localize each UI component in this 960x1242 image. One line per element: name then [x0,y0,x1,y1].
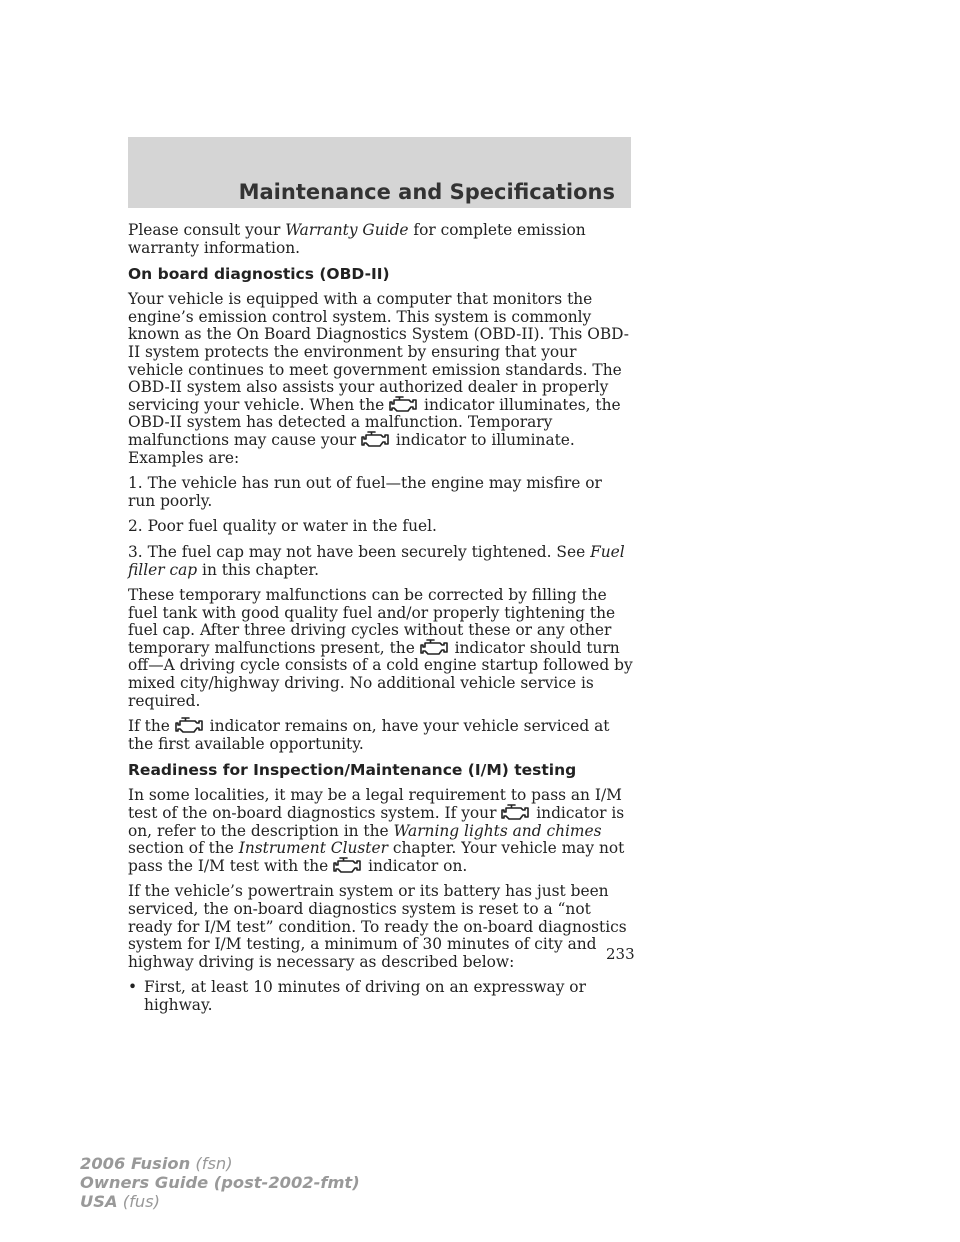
section-title: Maintenance and Specifications [238,180,615,204]
reset-paragraph: If the vehicle’s powertrain system or its battery has just been serviced, the on-board diagnostics system is reset to a “not ready for I/M test” condition. To ready the on-board diagnostics system for I/M testing, a minimum of 30 minutes of city and highway driving is necessary as described below: [128,882,627,971]
footer-line: 2006 Fusion (fsn) [80,1154,233,1173]
check-engine-icon [333,858,363,875]
list-item: 3. The fuel cap may not have been securely tightened. See Fuel filler cap in this chapter. [128,542,625,579]
footer [80,1154,360,1211]
warning-lights-reference: Warning lights and chimes [393,821,602,840]
page-content [128,222,633,1015]
instrument-cluster-reference: Instrument Cluster [238,839,388,858]
obd-heading: On board diagnostics (OBD-II) [128,265,390,284]
footer-line: Owners Guide (post-2002-fmt) [80,1173,360,1192]
check-engine-icon [501,805,531,822]
bullet-icon: • [128,978,138,997]
list-item: 2. Poor fuel quality or water in the fuel. [128,517,437,536]
im-heading: Readiness for Inspection/Maintenance (I/M) testing [128,761,577,780]
list-item: 1. The vehicle has run out of fuel—the engine may misfire or run poorly. [128,474,602,510]
section-header-band [128,137,631,208]
check-engine-icon [361,432,391,449]
check-engine-icon [389,397,419,414]
warranty-paragraph: Please consult your Warranty Guide for complete emission warranty information. [128,221,586,257]
temporary-malfunctions-paragraph: These temporary malfunctions can be corrected by filling the fuel tank with good quality fuel and/or properly tightening the fuel cap. After three driving cycles without these or any other temporary malfunctions present, the indicator should turn off—A driving cycle consists of a cold engine startup followed by mixed city/highway driving. No additional vehicle service is required. [128,586,633,710]
list-item: • First, at least 10 minutes of driving on an expressway or highway. [128,978,586,1014]
warranty-guide-reference: Warranty Guide [285,221,409,239]
check-engine-icon [175,718,205,735]
check-engine-icon [420,640,450,657]
page-number: 233 [606,945,635,963]
im-paragraph: In some localities, it may be a legal requirement to pass an I/M test of the on-board diagnostics system. If your indicator is on, refer to the description in the Warning lights and chimes section of the Instrument Cluster chapter. Your vehicle may not pass the I/M test with the indicator on. [128,786,625,875]
indicator-remains-paragraph: If the indicator remains on, have your vehicle serviced at the first available opportunity. [128,717,610,753]
footer-line: USA (fus) [80,1192,160,1211]
obd-paragraph: Your vehicle is equipped with a computer that monitors the engine’s emission control system. This system is commonly known as the On Board Diagnostics System (OBD-II). This OBD-II system protects the environment by ensuring that your vehicle continues to meet government emission standards. The OBD-II system also assists your authorized dealer in properly servicing your vehicle. When the indicator illuminates, the OBD-II system has detected a malfunction. Temporary malfunctions may cause your indicator to illuminate. Examples are: [128,290,629,467]
fuel-filler-cap-reference: Fuel filler cap [128,542,625,579]
